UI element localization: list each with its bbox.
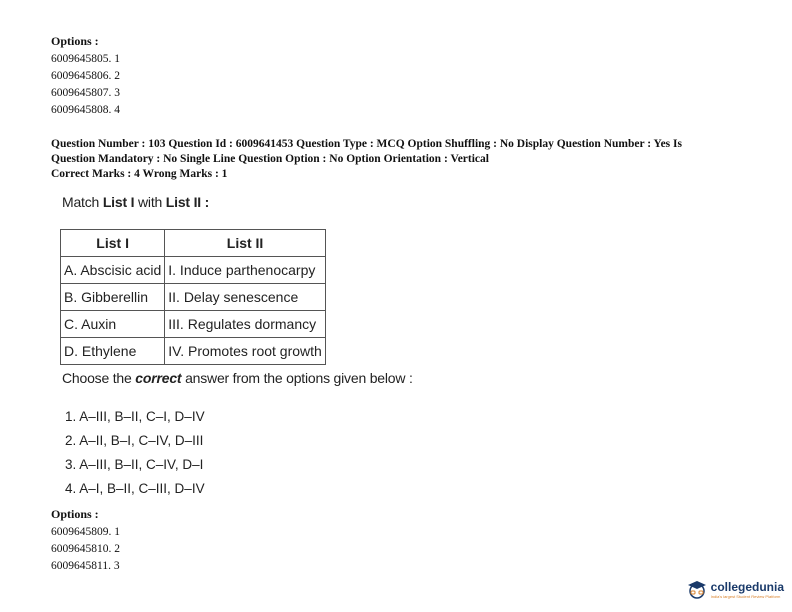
instruction-prefix: Choose the <box>62 370 136 386</box>
option-id-2: 6009645810. 2 <box>51 543 120 555</box>
question-meta-line2: Question Mandatory : No Single Line Question Option : No Option Orientation : Vertical <box>51 153 489 165</box>
graduation-cap-icon <box>686 578 708 600</box>
choice-3: 3. A–III, B–II, C–IV, D–I <box>65 457 204 472</box>
answer-choices <box>65 405 205 501</box>
prompt-list1: List I <box>102 194 135 210</box>
choice-1: 1. A–III, B–II, C–I, D–IV <box>65 409 205 424</box>
choice-2: 2. A–II, B–I, C–IV, D–III <box>65 433 204 448</box>
options-heading: Options : <box>51 507 99 521</box>
table-cell: II. Delay senescence <box>165 284 326 311</box>
table-header-list2: List II <box>165 230 326 257</box>
table-header-list1: List I <box>61 230 165 257</box>
instruction-suffix: answer from the options given below : <box>181 370 413 386</box>
option-id-2: 6009645806. 2 <box>51 70 120 82</box>
prompt-with: with <box>134 194 166 210</box>
table-header-row <box>61 230 326 257</box>
table-row <box>61 284 326 311</box>
instruction-bold: correct <box>135 370 182 386</box>
question-meta-line3: Correct Marks : 4 Wrong Marks : 1 <box>51 168 228 180</box>
table-cell: D. Ethylene <box>61 338 165 365</box>
prompt-prefix: Match <box>62 194 103 210</box>
question-prompt <box>62 194 209 210</box>
question-meta-line1: Question Number : 103 Question Id : 6009641453 Question Type : MCQ Option Shuffling : No Display Question Number : Yes Is <box>51 138 682 150</box>
option-id-1: 6009645809. 1 <box>51 526 120 538</box>
option-id-3: 6009645807. 3 <box>51 87 120 99</box>
match-table <box>60 229 326 365</box>
table-row <box>61 257 326 284</box>
option-id-1: 6009645805. 1 <box>51 53 120 65</box>
bottom-options <box>51 507 120 575</box>
prompt-list2: List II <box>165 194 201 210</box>
option-id-3: 6009645811. 3 <box>51 560 120 572</box>
collegedunia-logo <box>686 578 784 600</box>
table-cell: IV. Promotes root growth <box>165 338 326 365</box>
logo-tagline: India's largest Student Review Platform <box>710 593 781 599</box>
question-meta <box>51 137 741 182</box>
choice-4: 4. A–I, B–II, C–III, D–IV <box>65 481 205 496</box>
table-row <box>61 338 326 365</box>
table-cell: III. Regulates dormancy <box>165 311 326 338</box>
table-cell: A. Abscisic acid <box>61 257 165 284</box>
logo-name: collegedunia <box>710 579 784 594</box>
table-cell: B. Gibberellin <box>61 284 165 311</box>
top-options <box>51 34 120 119</box>
prompt-colon: : <box>200 194 210 210</box>
answer-instruction <box>62 370 413 386</box>
options-heading: Options : <box>51 34 99 48</box>
table-row <box>61 311 326 338</box>
table-cell: C. Auxin <box>61 311 165 338</box>
table-cell: I. Induce parthenocarpy <box>165 257 326 284</box>
option-id-4: 6009645808. 4 <box>51 104 120 116</box>
